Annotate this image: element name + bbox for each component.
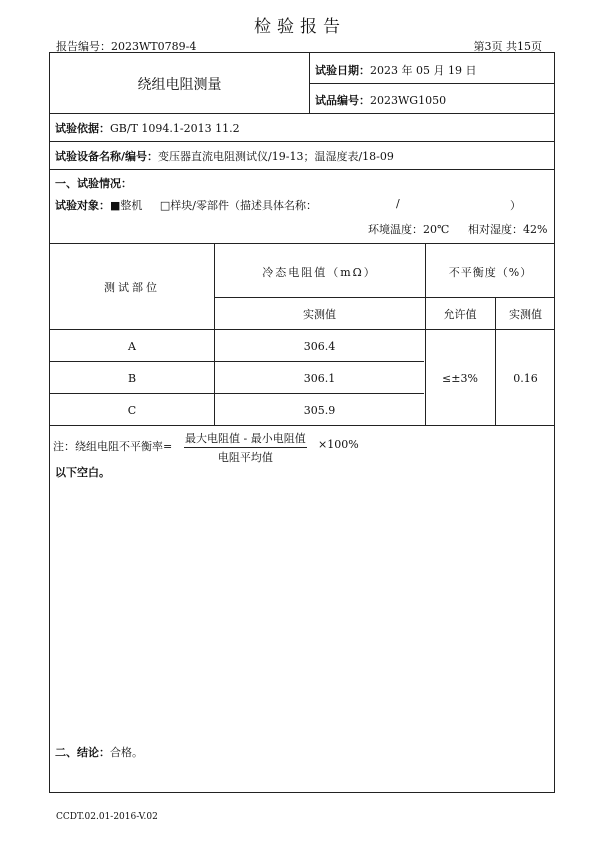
basis-label: 试验依据：	[55, 122, 110, 135]
row-part-a: A	[128, 340, 136, 353]
test-object-line	[55, 197, 317, 213]
test-equipment	[55, 148, 394, 164]
table-header-bottom-line	[50, 329, 554, 330]
header-mid-line	[309, 83, 554, 84]
sample-number	[315, 92, 446, 108]
note-prefix: 注：绕组电阻不平衡率=	[53, 440, 173, 453]
allowed-unbalance-value: ≤±3%	[442, 372, 478, 385]
basis-value: GB/T 1094.1-2013 11.2	[110, 122, 240, 135]
note-denominator: 电阻平均值	[217, 451, 273, 464]
row-part-c: C	[127, 404, 137, 417]
row-value-a: 306.4	[303, 340, 336, 353]
equipment-label: 试验设备名称/编号：	[55, 150, 159, 163]
col-header-cold-resistance: 冷态电阻值（mΩ）	[262, 266, 377, 279]
subheader-measured-2: 实测值	[509, 308, 542, 321]
subheader-measured: 实测值	[303, 308, 336, 321]
object-label: 试验对象：	[55, 199, 110, 212]
object-option-whole: ■整机	[110, 199, 143, 212]
note-numerator: 最大电阻值 - 最小电阻值	[184, 430, 307, 448]
conclusion-line	[55, 744, 143, 760]
table-row-line-2	[50, 393, 424, 394]
object-part-value: /	[396, 197, 400, 210]
conclusion-value: 合格。	[110, 746, 143, 759]
note-fraction	[184, 430, 307, 465]
section1-heading: 一、试验情况：	[55, 177, 132, 190]
env-temperature: 环境温度：20℃	[368, 223, 450, 236]
col-header-part: 测试部位	[104, 281, 160, 294]
test-basis	[55, 120, 240, 136]
row-part-b: B	[127, 372, 137, 385]
object-part-close: ）	[510, 199, 521, 212]
col-header-unbalance: 不平衡度（%）	[448, 266, 533, 279]
page-info: 第3页 共15页	[473, 40, 542, 53]
row-value-b: 306.1	[303, 372, 336, 385]
table-bottom-line	[50, 425, 554, 426]
footer-code: CCDT.02.01-2016-V.02	[56, 812, 158, 822]
note-suffix: ×100%	[318, 438, 359, 451]
test-date-label: 试验日期：	[315, 64, 370, 77]
document-title: 检验报告	[254, 17, 346, 37]
row-value-c: 305.9	[303, 404, 336, 417]
measured-unbalance-value: 0.16	[513, 372, 538, 385]
table-subheader-line	[214, 297, 554, 298]
test-item-name: 绕组电阻测量	[137, 77, 222, 93]
relative-humidity: 相对湿度：42%	[468, 223, 548, 236]
test-date-value: 2023 年 05 月 19 日	[370, 64, 477, 77]
report-frame	[49, 52, 555, 793]
table-row-line-1	[50, 361, 424, 362]
line-after-header	[50, 113, 554, 114]
conclusion-label: 二、结论：	[55, 746, 110, 759]
blank-remark: 以下空白。	[55, 466, 110, 479]
test-date	[315, 62, 476, 78]
report-number: 报告编号：2023WT0789-4	[56, 40, 197, 53]
table-top-line	[50, 243, 554, 244]
sample-no-value: 2023WG1050	[370, 94, 447, 107]
equipment-value: 变压器直流电阻测试仪/19-13；温湿度表/18-09	[158, 150, 394, 163]
line-after-equipment	[50, 169, 554, 170]
object-option-part: □样块/零部件（描述具体名称：	[159, 199, 318, 212]
subheader-allowed: 允许值	[443, 308, 477, 321]
sample-no-label: 试品编号：	[315, 94, 370, 107]
line-after-basis	[50, 141, 554, 142]
